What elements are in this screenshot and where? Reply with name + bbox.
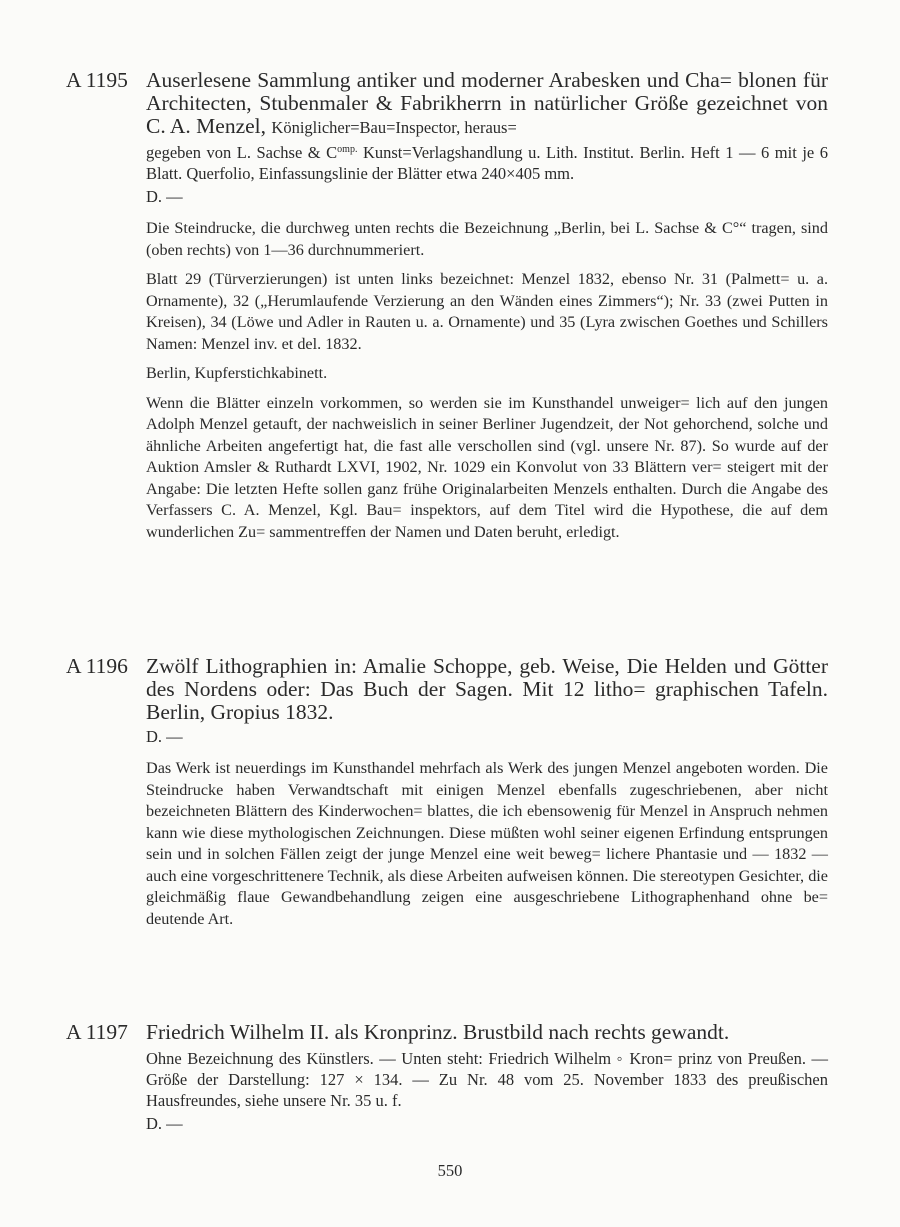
entry-d-marker: D. —	[146, 1114, 183, 1133]
entry-paragraph: Blatt 29 (Türverzierungen) ist unten links bezeichnet: Menzel 1832, ebenso Nr. 31 (Palmett= u. a. Ornamente), 32 („Herumlaufende Verzierung an den Wänden eines Zimmers“); Nr. 33 (zwei Putten in Kreisen), 34 (Löwe und Adler in Rauten u. a. Ornamente) und 35 (Lyra zwischen Goethes und Schillers Namen: Menzel inv. et del. 1832.	[146, 270, 828, 353]
entry-heading	[66, 1021, 828, 1111]
entry-paragraph: Das Werk ist neuerdings im Kunsthandel mehrfach als Werk des jungen Menzel angeboten worden. Die Steindrucke haben Verwandtschaft mit einigen Menzel ebenfalls zugeschriebenen, aber nicht bezeichneten Blättern des Kinderwochen= blattes, die ich ebensowenig für Menzel in Anspruch nehmen kann wie diese mythologischen Zeichnungen. Diese müßten wohl seiner eigenen Erfindung entsprungen sein und in solchen Fällen zeigt der junge Menzel eine weit beweg= lichere Phantasie und — 1832 — auch eine vorgeschrittenere Technik, als diese Arbeiten aufweisen können. Die stereotypen Gesichter, die gleichmäßig flaue Gewandbehandlung zeigen eine ausgeschriebene Lithographenhand ohne be= deutende Art.	[146, 759, 828, 928]
entry-a1196	[66, 655, 828, 930]
entry-paragraph: Berlin, Kupferstichkabinett.	[146, 364, 328, 382]
entry-heading	[66, 69, 828, 184]
entry-publication-info	[146, 139, 828, 184]
entry-title: Zwölf Lithographien in: Amalie Schoppe, geb. Weise, Die Helden und Götter des Nordens oder: Das Buch der Sagen. Mit 12 litho= graphischen Tafeln. Berlin, Gropius 1832.	[146, 654, 828, 724]
entry-description: Ohne Bezeichnung des Künstlers. — Unten steht: Friedrich Wilhelm ◦ Kron= prinz von Preußen. — Größe der Darstellung: 127 × 134. — Zu Nr. 48 vom 25. November 1833 des preußischen Hausfreundes, siehe unsere Nr. 35 u. f.	[146, 1049, 828, 1110]
publisher-text: gegeben von L. Sachse & C	[146, 143, 338, 162]
page-number: 550	[437, 1161, 463, 1180]
publisher-details: Kunst=Verlagshandlung u. Lith. Institut. Berlin. Heft 1 — 6 mit je 6 Blatt. Querfolio, Einfassungslinie der Blätter etwa 240×405 mm.	[146, 143, 828, 183]
entry-paragraph: Wenn die Blätter einzeln vorkommen, so werden sie im Kunsthandel unweiger= lich auf den jungen Adolph Menzel getauft, der nachweislich in seiner Berliner Jugendzeit, der Not gehorchend, solche und ähnliche Arbeiten angefertigt hat, die fast alle verschollen sind (vgl. unsere Nr. 87). So wurde auf der Auktion Amsler & Ruthardt LXVI, 1902, Nr. 1029 ein Konvolut von 33 Blättern ver= steigert mit der Angabe: Die letzten Hefte sollen ganz frühe Originalarbeiten Menzels enthalten. Durch die Angabe des Verfassers C. A. Menzel, Kgl. Bau= inspektors, auf dem Titel wird die Hypothese, die auf dem wunderlichen Zu= sammentreffen der Namen und Daten beruht, erledigt.	[146, 393, 828, 541]
entry-number: A 1197	[66, 1020, 128, 1044]
publisher-superscript: omp.	[337, 144, 358, 155]
entry-title: Auserlesene Sammlung antiker und moderner Arabesken und Cha= blonen für Architecten, Stubenmaler & Fabrikherrn in natürlicher Größe gezeichnet von C. A. Menzel,	[146, 68, 828, 138]
entry-number: A 1196	[66, 654, 128, 678]
entry-title-continuation: Königlicher=Bau=Inspector, heraus=	[271, 118, 517, 137]
entry-heading	[66, 655, 828, 724]
entry-d-marker: D. —	[146, 187, 183, 206]
entry-a1195	[66, 69, 828, 543]
entry-number: A 1195	[66, 68, 128, 92]
entry-d-marker: D. —	[146, 727, 183, 746]
entry-paragraph: Die Steindrucke, die durchweg unten rechts die Bezeichnung „Berlin, bei L. Sachse & C°“ tragen, sind (oben rechts) von 1—36 durchnummeriert.	[146, 219, 828, 259]
entry-title: Friedrich Wilhelm II. als Kronprinz. Brustbild nach rechts gewandt.	[146, 1020, 730, 1044]
entry-a1197	[66, 1021, 828, 1135]
